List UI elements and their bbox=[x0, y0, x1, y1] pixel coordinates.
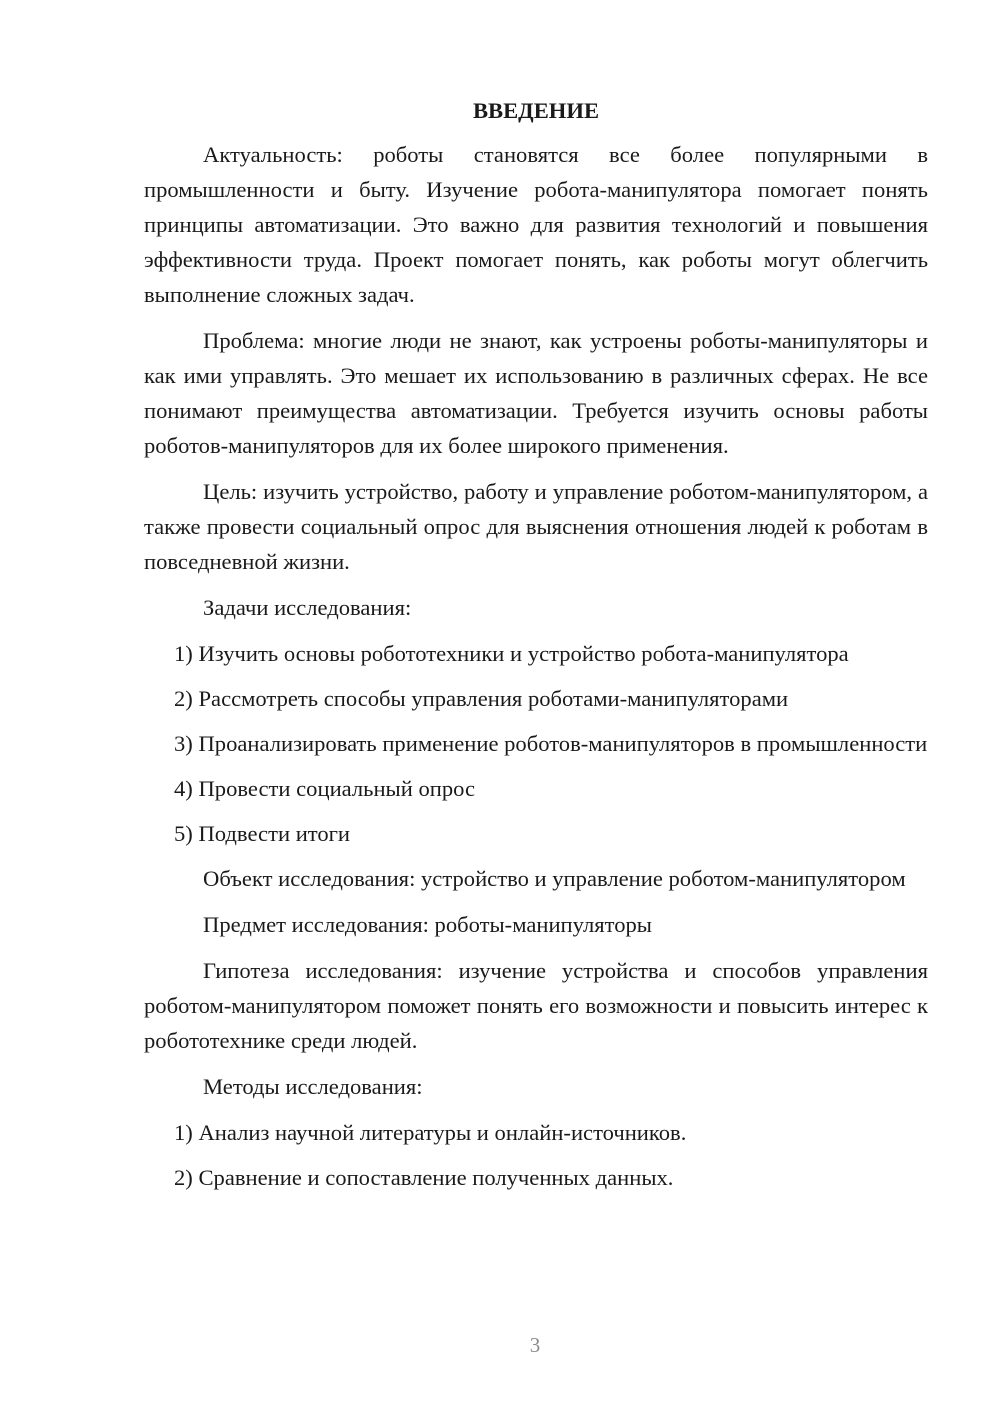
task-item-5: 5) Подвести итоги bbox=[174, 821, 351, 846]
problem-paragraph: Проблема: многие люди не знают, как устроены роботы-манипуляторы и как ими управлять. Это мешает их использованию в различных сферах. Не все понимают преимущества автоматизации. Требуется изучить основы работы роботов-манипуляторов для их более широкого применения. bbox=[144, 328, 928, 458]
goal-paragraph: Цель: изучить устройство, работу и управление роботом-манипулятором, а также провести социальный опрос для выяснения отношения людей к роботам в повседневной жизни. bbox=[144, 479, 928, 574]
task-item-2: 2) Рассмотреть способы управления роботами-манипуляторами bbox=[174, 686, 789, 711]
task-item-1: 1) Изучить основы робототехники и устройство робота-манипулятора bbox=[174, 641, 849, 666]
task-item-4: 4) Провести социальный опрос bbox=[174, 776, 476, 801]
page-body bbox=[144, 96, 928, 1205]
task-item-3: 3) Проанализировать применение роботов-манипуляторов в промышленности bbox=[174, 731, 928, 756]
page-number: 3 bbox=[529, 1333, 541, 1357]
method-item-2: 2) Сравнение и сопоставление полученных данных. bbox=[174, 1165, 674, 1190]
relevance-paragraph: Актуальность: роботы становятся все более популярными в промышленности и быту. Изучение робота-манипулятора помогает понять принципы автоматизации. Это важно для развития технологий и повышения эффективности труда. Проект помогает понять, как роботы могут облегчить выполнение сложных задач. bbox=[144, 142, 928, 307]
methods-heading: Методы исследования: bbox=[203, 1074, 423, 1099]
tasks-heading: Задачи исследования: bbox=[203, 595, 412, 620]
subject-paragraph: Предмет исследования: роботы-манипуляторы bbox=[203, 912, 652, 937]
section-title: ВВЕДЕНИЕ bbox=[472, 98, 600, 123]
method-item-1: 1) Анализ научной литературы и онлайн-источников. bbox=[174, 1120, 687, 1145]
hypothesis-paragraph: Гипотеза исследования: изучение устройства и способов управления роботом-манипулятором поможет понять его возможности и повысить интерес к робототехнике среди людей. bbox=[144, 958, 928, 1053]
object-paragraph: Объект исследования: устройство и управление роботом-манипулятором bbox=[203, 866, 906, 891]
